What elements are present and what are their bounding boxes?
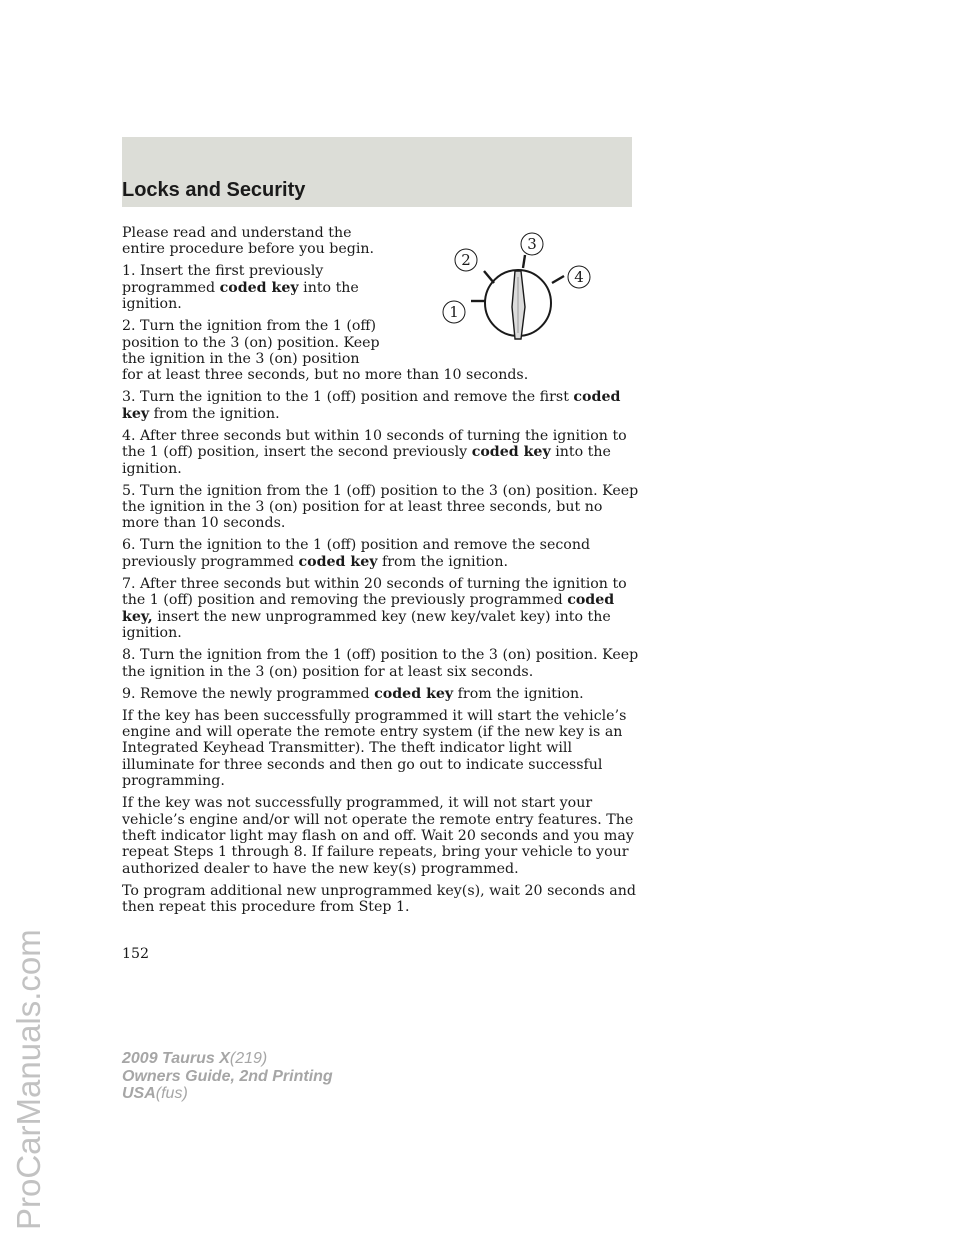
procedure-paragraph: 9. Remove the newly programmed coded key from the ignition. bbox=[122, 685, 584, 702]
procedure-paragraph: If the key has been successfully programmed it will start the vehicle’s engine and will operate the remote entry system (if the new key is an Integrated Keyhead Transmitter). The theft indicator light will illuminate for three seconds and then go out to indicate successful programming. bbox=[122, 707, 627, 790]
procedure-text bbox=[122, 225, 642, 921]
position-label: 3 bbox=[527, 235, 537, 253]
procedure-paragraph: 7. After three seconds but within 20 seconds of turning the ignition to the 1 (off) position and removing the previously programmed coded key, insert the new unprogrammed key (new key/valet key) into the ignition. bbox=[122, 575, 627, 642]
coded-key-term: coded key bbox=[298, 553, 378, 570]
watermark-text: ProCarManuals.com bbox=[10, 929, 47, 1230]
document-footer bbox=[122, 1050, 333, 1103]
position-label: 1 bbox=[449, 303, 459, 321]
procedure-paragraph: 8. Turn the ignition from the 1 (off) position to the 3 (on) position. Keep the ignition in the 3 (on) position for at least six seconds. bbox=[122, 647, 639, 680]
coded-key-term: coded key bbox=[122, 389, 621, 422]
procedure-paragraph: Please read and understand the entire procedure before you begin. bbox=[122, 225, 375, 258]
position-label: 4 bbox=[574, 268, 584, 286]
procedure-paragraph: If the key was not successfully programmed, it will not start your vehicle’s engine and/or will not operate the remote entry features. The theft indicator light may flash on and off. Wait 20 seconds and you may repeat Steps 1 through 8. If failure repeats, bring your vehicle to your authorized dealer to have the new key(s) programmed. bbox=[122, 795, 634, 877]
coded-key-term: coded key bbox=[219, 279, 299, 296]
procedure-paragraph: 3. Turn the ignition to the 1 (off) position and remove the first coded key from the ignition. bbox=[122, 389, 621, 422]
procedure-paragraph: To program additional new unprogrammed key(s), wait 20 seconds and then repeat this procedure from Step 1. bbox=[122, 882, 636, 916]
coded-key-term: coded key bbox=[471, 444, 551, 461]
procedure-paragraph: 6. Turn the ignition to the 1 (off) position and remove the second previously programmed coded key from the ignition. bbox=[122, 537, 591, 570]
procedure-paragraph: 4. After three seconds but within 10 seconds of turning the ignition to the 1 (off) position, insert the second previously coded key into the ignition. bbox=[122, 427, 627, 477]
footer-line-2: Owners Guide, 2nd Printing bbox=[122, 1067, 333, 1085]
coded-key-term: coded key bbox=[374, 685, 454, 702]
coded-key-term: coded key, bbox=[122, 592, 615, 625]
procedure-paragraph: 2. Turn the ignition from the 1 (off) position to the 3 (on) position. Keep the ignition in the 3 (on) position bbox=[122, 318, 380, 368]
footer-line-1: 2009 Taurus X(219) bbox=[122, 1050, 268, 1067]
page-number: 152 bbox=[122, 946, 150, 962]
procedure-paragraph: 1. Insert the first previously programmed coded key into the ignition. bbox=[122, 263, 359, 313]
position-label: 2 bbox=[461, 251, 471, 269]
procedure-paragraph: for at least three seconds, but no more than 10 seconds. bbox=[122, 367, 529, 384]
footer-line-3: USA(fus) bbox=[122, 1085, 188, 1102]
section-title: Locks and Security bbox=[122, 179, 306, 201]
procedure-paragraph: 5. Turn the ignition from the 1 (off) position to the 3 (on) position. Keep the ignition in the 3 (on) position for at least three seconds, but no more than 10 seconds. bbox=[122, 482, 639, 532]
